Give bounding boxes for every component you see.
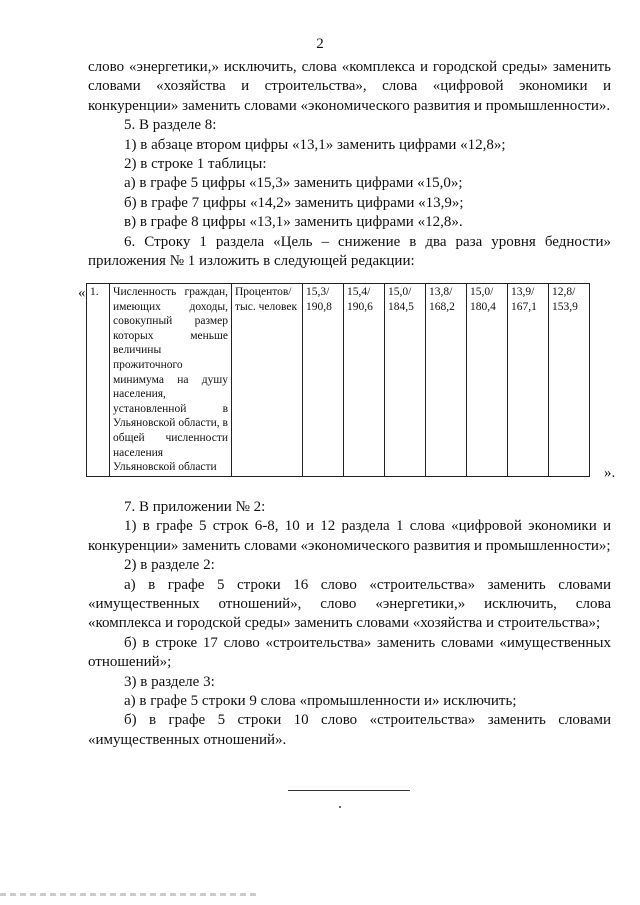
table-cell-value: 15,0/ 180,4 (467, 284, 508, 477)
paragraph: а) в графе 5 строки 9 слова «промышленности и» исключить; (124, 693, 517, 710)
paragraph: 6. Строку 1 раздела «Цель – снижение в два раза уровня бедности» приложения № 1 изложить в следующей редакции: (88, 233, 611, 270)
text-block-top (88, 58, 611, 271)
table-cell-name: Численность граждан, имеющих доходы, совокупный размер которых меньше величины прожиточного минимума на душу населения, установленной в Ульяновской области, в общей численности населения Ульяновской области (110, 284, 232, 477)
paragraph: 1) в абзаце втором цифры «13,1» заменить цифрами «12,8»; (124, 136, 506, 153)
paragraph: 2) в разделе 2: (124, 557, 215, 574)
table-row (87, 284, 590, 477)
table-cell-value: 15,0/ 184,5 (385, 284, 426, 477)
table-cell-value: 15,4/ 190,6 (344, 284, 385, 477)
table-cell-value: 15,3/ 190,8 (303, 284, 344, 477)
scan-edge-noise (0, 893, 260, 896)
paragraph: б) в графе 5 строки 10 слово «строительства» заменить словами «имущественных отношений». (88, 712, 611, 748)
text-block-bottom (88, 498, 611, 750)
paragraph: 1) в графе 5 строк 6-8, 10 и 12 раздела 1 слова «цифровой экономики и конкуренции» заменить словами «экономического развития и промышленности»; (88, 518, 611, 554)
paragraph: а) в графе 5 строки 16 слово «строительства» заменить словами «имущественных отношений», слово «энергетики,» исключить, слова «комплекса и городской среды» заменить словами «хозяйства и строительства»; (88, 576, 611, 632)
end-divider (288, 790, 410, 791)
paragraph: в) в графе 8 цифры «13,1» заменить цифрами «12,8». (124, 214, 463, 231)
paragraph: 5. В разделе 8: (124, 117, 217, 134)
paragraph: 2) в строке 1 таблицы: (124, 156, 267, 173)
paragraph: 3) в разделе 3: (124, 673, 215, 690)
indicator-table (86, 283, 590, 477)
quote-close: ». (604, 465, 616, 481)
table-cell-value: 13,8/ 168,2 (426, 284, 467, 477)
paragraph: б) в графе 7 цифры «14,2» заменить цифрами «13,9»; (124, 194, 464, 211)
paragraph: слово «энергетики,» исключить, слова «комплекса и городской среды» заменить словами «хозяйства и строительства», слова «цифровой экономики и конкуренции» заменить словами «экономического развития и промышленности». (88, 59, 611, 114)
table-cell-unit: Процентов/ тыс. человек (232, 284, 303, 477)
table-cell-number: 1. (87, 284, 110, 477)
table-cell-value: 12,8/ 153,9 (549, 284, 590, 477)
scan-speck (339, 806, 341, 808)
quote-open: « (78, 285, 86, 301)
page-number: 2 (316, 36, 324, 52)
table-cell-value: 13,9/ 167,1 (508, 284, 549, 477)
paragraph: 7. В приложении № 2: (124, 499, 266, 515)
paragraph: а) в графе 5 цифры «15,3» заменить цифрами «15,0»; (124, 175, 463, 192)
paragraph: б) в строке 17 слово «строительства» заменить словами «имущественных отношений»; (88, 634, 611, 671)
